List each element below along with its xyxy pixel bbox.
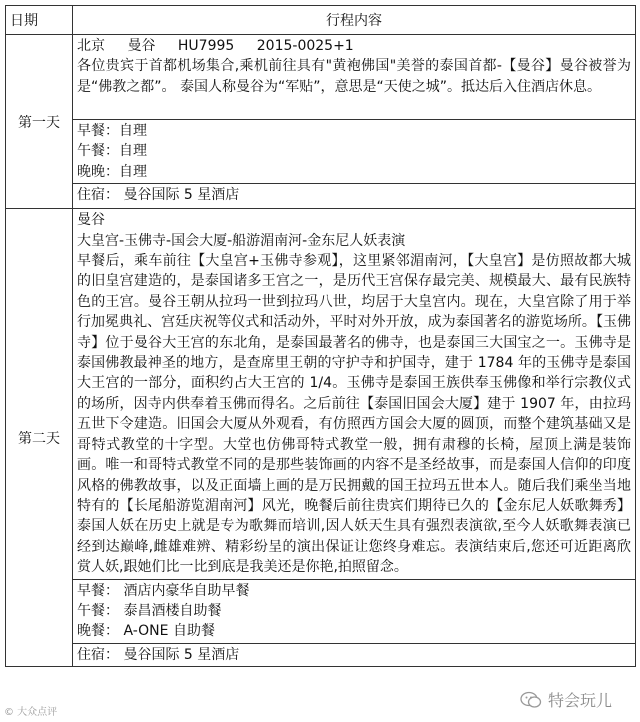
day2-hotel-row bbox=[6, 643, 636, 666]
day1-destination: 曼谷 bbox=[127, 38, 156, 54]
watermark-left: © 大众点评 bbox=[4, 707, 58, 718]
day2-main-row bbox=[6, 209, 636, 579]
itinerary-table bbox=[5, 5, 636, 667]
day1-dinner: 晚晚：自理 bbox=[77, 163, 147, 180]
day1-label: 第一天 bbox=[6, 35, 73, 209]
day2-breakfast: 早餐： 酒店内豪华自助早餐 bbox=[77, 582, 250, 599]
day2-city: 曼谷 bbox=[77, 212, 105, 229]
header-date: 日期 bbox=[6, 6, 73, 35]
day2-dinner: 晚餐： A-ONE 自助餐 bbox=[77, 623, 215, 640]
day1-flight-code: 2015-0025+1 bbox=[256, 38, 354, 54]
day2-description: 早餐后，乘车前往【大皇宫+玉佛寺参观】，这里紧邻湄南河，【大皇宫】是仿照故都大城的旧皇宫建造的，是泰国诸多王宫之一，是历代王宫保存最完美、规模最大、最有民族特色的王宫。曼谷王朝从拉玛一世到拉玛八世，均居于大皇宫内。现在，大皇宫除了用于举行加冕典礼、宫廷庆祝等仪式和活动外，平时对外开放，成为泰国著名的游览场所。【玉佛寺】位于曼谷大王宫的东北角，是泰国最著名的佛寺，也是泰国三大国宝之一。玉佛寺是泰国佛教最神圣的地方，是查席里王朝的守护寺和护国寺，建于 1784 年的玉佛寺是泰国大王宫的一部分，面积约占大王宫的 1/4。玉佛寺是泰国王族供奉玉佛像和举行宗教仪式的场所，因寺内供奉着玉佛而得名。之后前往【泰国旧国会大厦】建于 1907 年，由拉玛五世下令建造。旧国会大厦从外观看，有仿照西方国会大厦的圆顶，而整个建筑基础又是哥特式教堂的十字型。大堂也仿佛哥特式教堂一般，拥有肃穆的长椅，屋顶上满是装饰画。唯一和哥特式教堂不同的是那些装饰画的内容不是圣经故事，而是泰国人信仰的印度风格的佛教故事，以及正面墙上画的是万民拥戴的国王拉玛五世本人。随后我们乘坐当地特有的【长尾船游览湄南河】风光，晚餐后前往贵宾们期待已久的【金东尼人妖歌舞秀】泰国人妖在历史上就是专为歌舞而培训,因人妖天生具有强烈表演欲,至今人妖歌舞表演已经到达巅峰,雌雄难辨、精彩纷呈的演出保证让您终身难忘。表演结束后,您还可近距离欣赏人妖,跟她们比一比到底是我美还是你艳,拍照留念。 bbox=[77, 253, 631, 576]
day1-description-cell bbox=[73, 35, 636, 120]
watermark-right bbox=[520, 688, 612, 711]
day1-meals-row bbox=[6, 120, 636, 184]
day1-route-line bbox=[77, 36, 631, 56]
day1-flight-number: HU7995 bbox=[177, 38, 235, 54]
day1-hotel-row bbox=[6, 184, 636, 209]
day2-lunch: 午餐： 泰昌酒楼自助餐 bbox=[77, 602, 222, 619]
header-row bbox=[6, 6, 636, 35]
day1-breakfast: 早餐：自理 bbox=[77, 123, 147, 139]
day2-route: 大皇宫-玉佛寺-国会大厦-船游湄南河-金东尼人妖表演 bbox=[77, 232, 406, 249]
day1-meals-cell bbox=[73, 120, 636, 184]
wechat-icon bbox=[520, 691, 542, 709]
day2-description-cell bbox=[73, 209, 636, 579]
day1-description: 各位贵宾于首都机场集合,乘机前往具有"黄袍佛国"美誉的泰国首都-【曼谷】曼谷被誉为是“佛教之都”。 泰国人称曼谷为“军贴”，意思是“天使之城”。抵达后入住酒店休息。 bbox=[77, 58, 631, 95]
day2-label: 第二天 bbox=[6, 209, 73, 667]
day1-lunch: 午餐：自理 bbox=[77, 143, 147, 160]
day2-hotel: 住宿： 曼谷国际 5 星酒店 bbox=[73, 643, 636, 666]
day1-hotel: 住宿： 曼谷国际 5 星酒店 bbox=[73, 184, 636, 209]
day1-origin: 北京 bbox=[77, 38, 105, 54]
day2-meals-row bbox=[6, 579, 636, 643]
header-content: 行程内容 bbox=[73, 6, 636, 35]
watermark-right-text: 特会玩儿 bbox=[548, 691, 613, 710]
day1-main-row bbox=[6, 35, 636, 120]
day2-meals-cell bbox=[73, 579, 636, 643]
